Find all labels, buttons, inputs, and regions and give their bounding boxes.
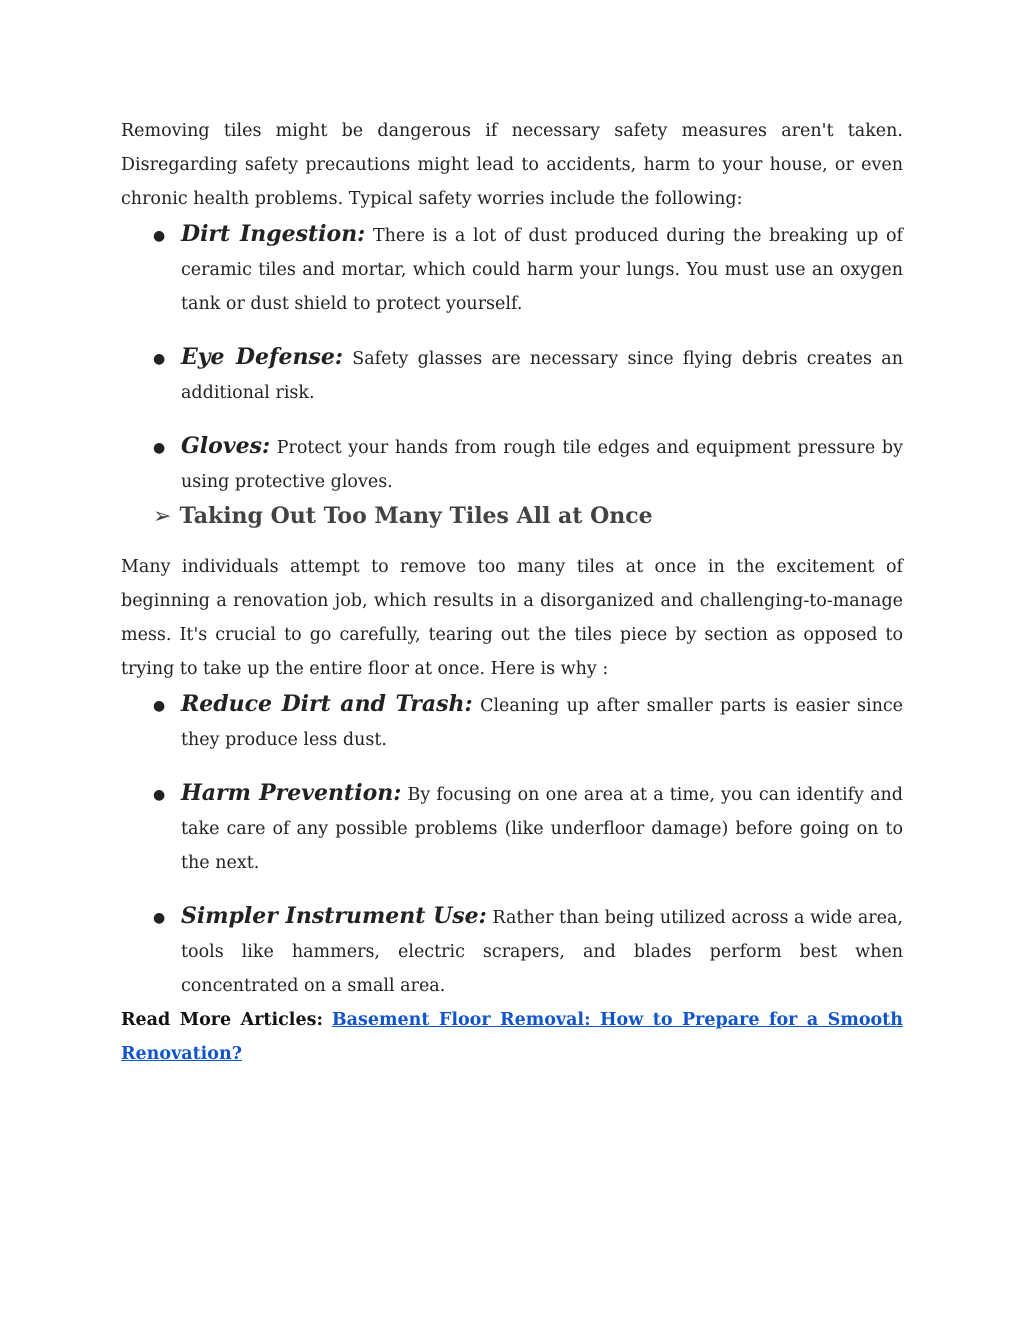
bullet-icon: ● xyxy=(153,351,166,367)
read-more xyxy=(121,1003,903,1071)
list-item xyxy=(121,428,903,499)
list-item-text: By focusing on one area at a time, you can identify and take care of any possible problems (like underfloor damage) before going on to the next. xyxy=(181,785,903,873)
list-item-term: Gloves: xyxy=(181,433,271,459)
bullet-icon: ● xyxy=(153,910,166,926)
list-item xyxy=(121,686,903,757)
list-item-term: Simpler Instrument Use: xyxy=(181,903,487,929)
read-more-link[interactable]: Basement Floor Removal: How to Prepare for a Smooth Renovation? xyxy=(121,1010,903,1064)
list-item-term: Dirt Ingestion: xyxy=(181,221,366,247)
reasons-list xyxy=(121,686,903,1003)
list-item xyxy=(121,898,903,1003)
list-item-term: Reduce Dirt and Trash: xyxy=(181,691,473,717)
list-item xyxy=(121,339,903,410)
list-item-term: Harm Prevention: xyxy=(181,780,402,806)
section-paragraph: Many individuals attempt to remove too many tiles at once in the excitement of beginning a renovation job, which results in a disorganized and challenging-to-manage mess. It's crucial to go carefully, tearing out the tiles piece by section as opposed to trying to take up the entire floor at once. Here is why : xyxy=(121,557,903,679)
list-item-text: There is a lot of dust produced during the breaking up of ceramic tiles and mortar, which could harm your lungs. You must use an oxygen tank or dust shield to protect yourself. xyxy=(181,226,903,314)
list-item-text: Protect your hands from rough tile edges and equipment pressure by using protective gloves. xyxy=(181,438,903,492)
bullet-icon: ● xyxy=(153,787,166,803)
safety-list xyxy=(121,216,903,499)
intro-paragraph: Removing tiles might be dangerous if necessary safety measures aren't taken. Disregarding safety precautions might lead to accidents, harm to your house, or even chronic health problems. Typical safety worries include the following: xyxy=(121,121,903,209)
bullet-icon: ● xyxy=(153,440,166,456)
read-more-label: Read More Articles: xyxy=(121,1010,323,1030)
bullet-icon: ● xyxy=(153,228,166,244)
bullet-icon: ● xyxy=(153,698,166,714)
list-item-text: Rather than being utilized across a wide area, tools like hammers, electric scrapers, and blades perform best when concentrated on a small area. xyxy=(181,908,903,996)
arrow-icon: ➢ xyxy=(153,504,172,529)
list-item-term: Eye Defense: xyxy=(181,344,343,370)
section-heading-text: Taking Out Too Many Tiles All at Once xyxy=(179,503,653,529)
document-page xyxy=(121,114,903,1071)
list-item xyxy=(121,216,903,321)
section-heading xyxy=(121,499,903,534)
list-item-text: Safety glasses are necessary since flying debris creates an additional risk. xyxy=(181,349,903,403)
list-item-text: Cleaning up after smaller parts is easier since they produce less dust. xyxy=(181,696,904,750)
list-item xyxy=(121,775,903,880)
